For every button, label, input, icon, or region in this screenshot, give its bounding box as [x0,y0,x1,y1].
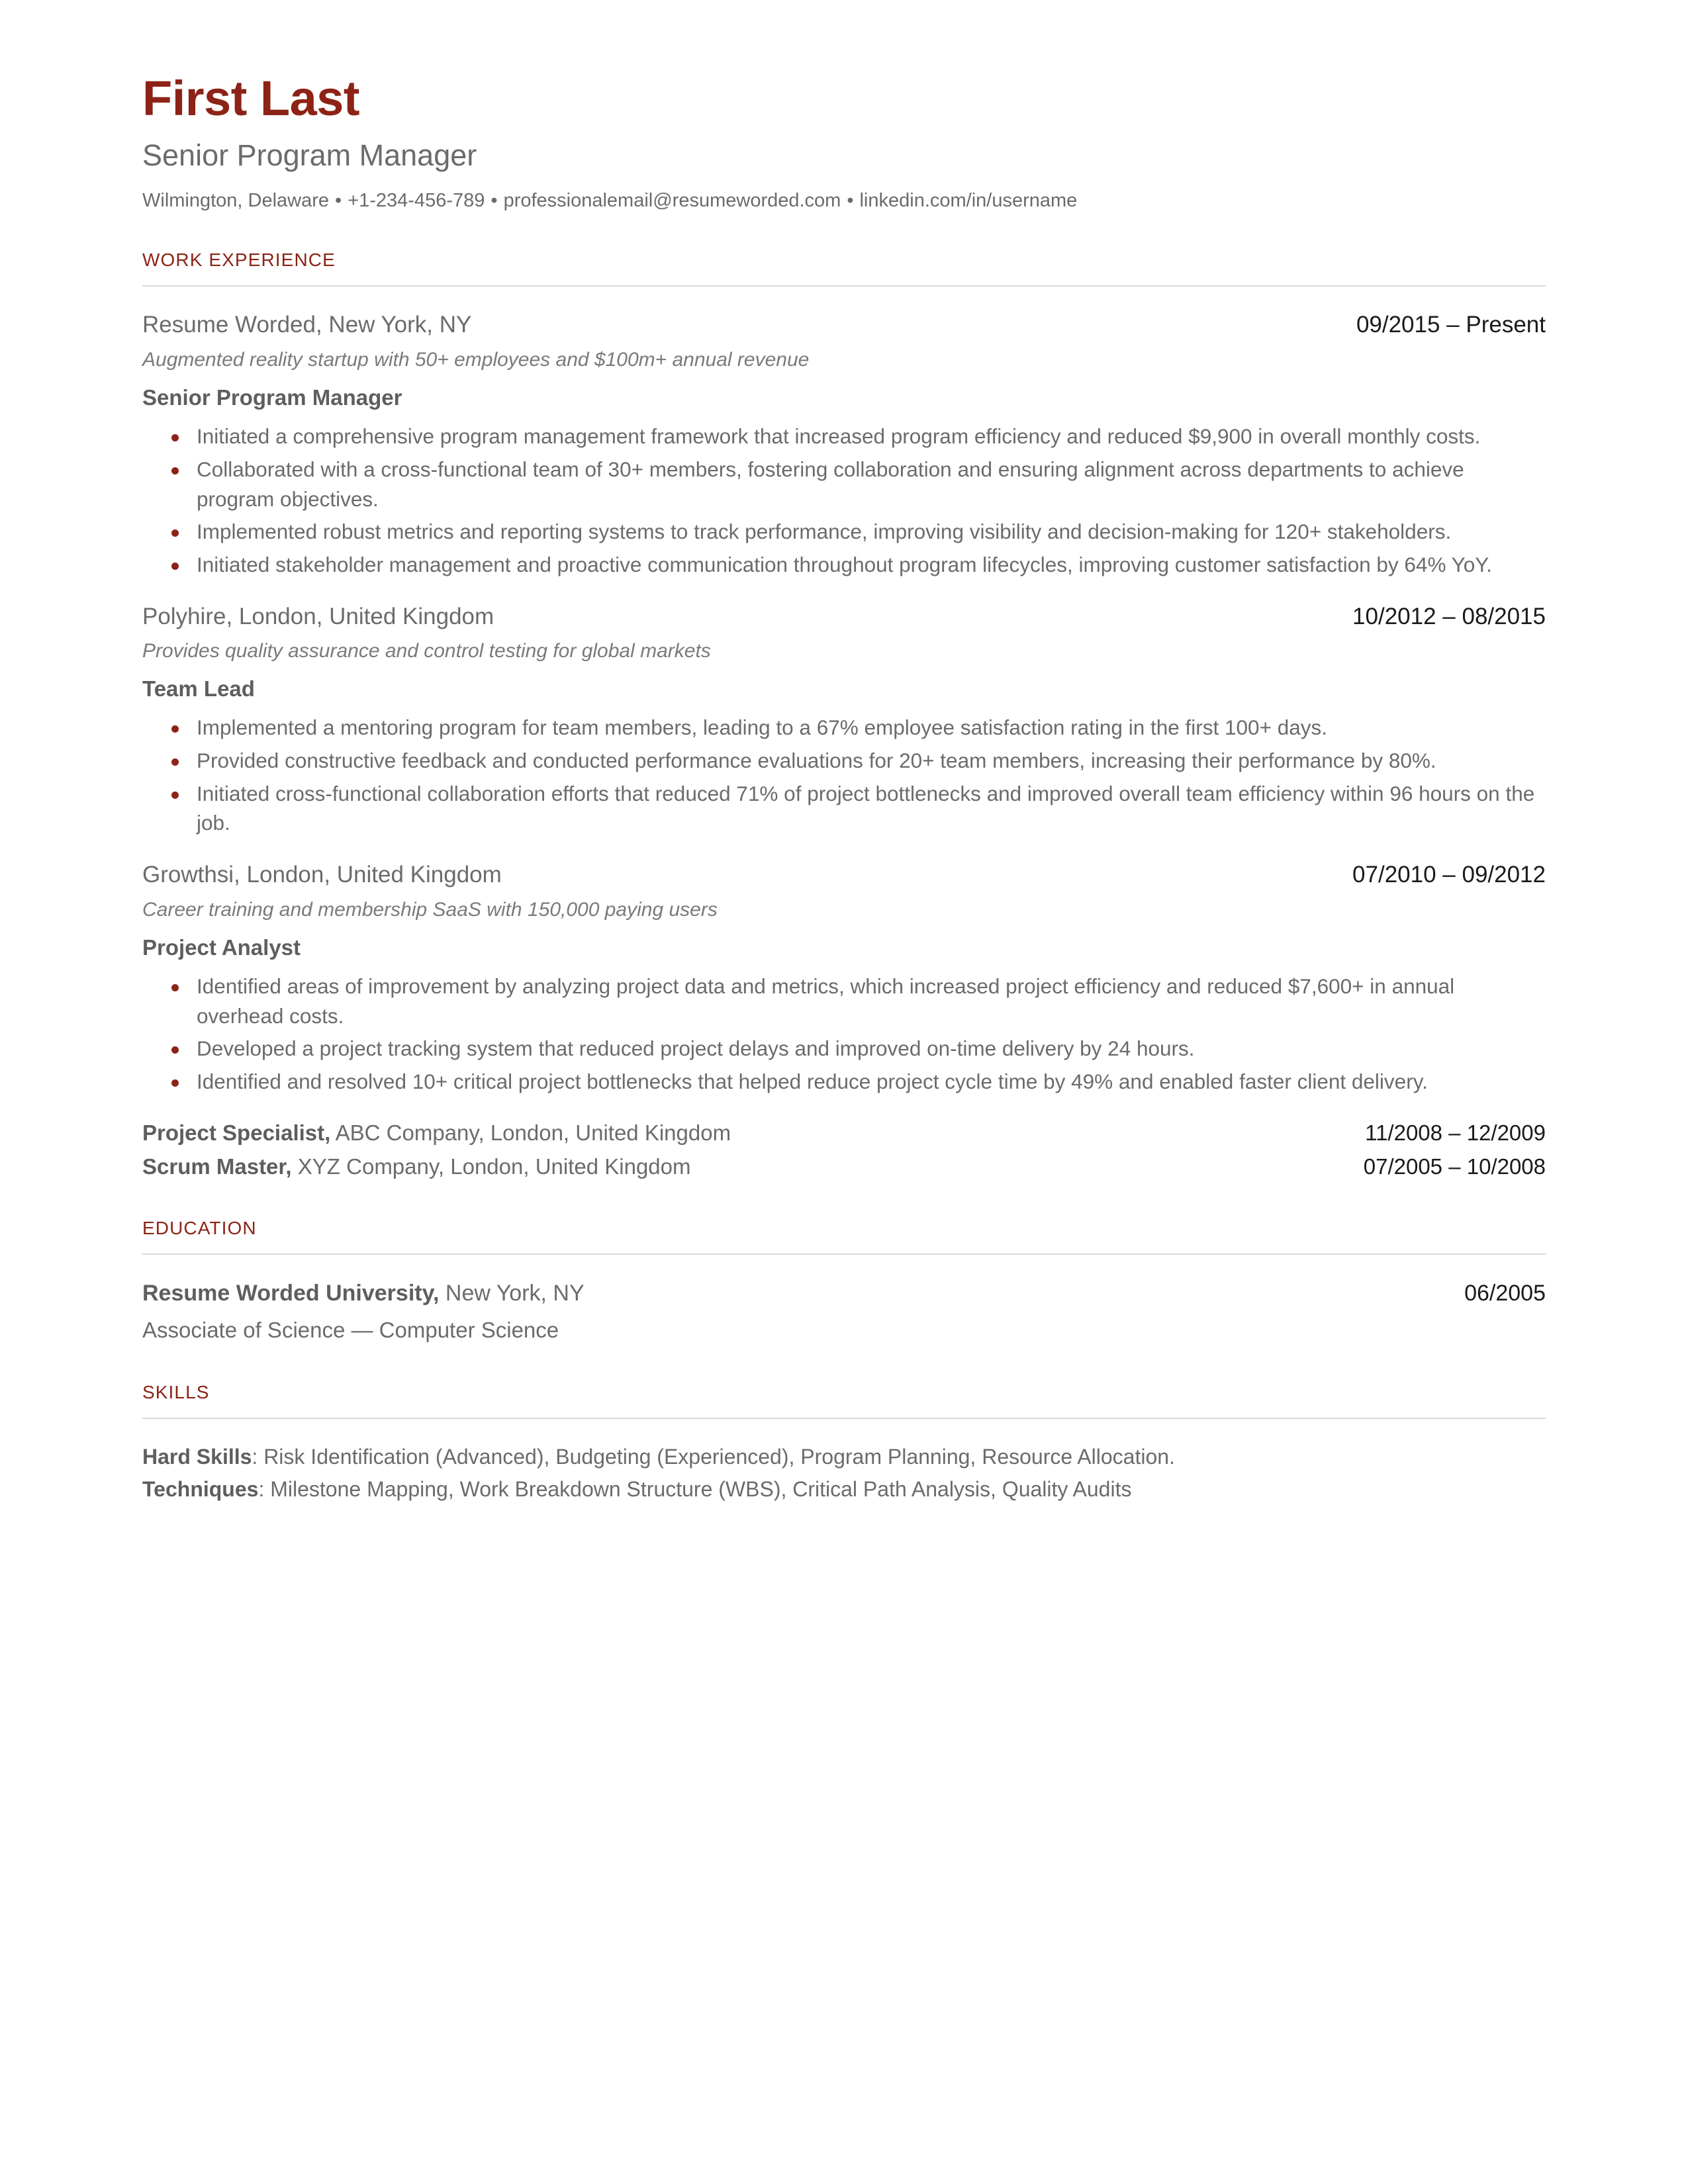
work-entry-role: Senior Program Manager [142,385,402,410]
contact-phone[interactable]: +1-234-456-789 [348,190,485,212]
section-divider-work [142,285,1546,287]
work-entry-dates: 10/2012 – 08/2015 [1352,603,1546,629]
work-compact-company: XYZ Company, London, United Kingdom [297,1154,691,1179]
work-entry-header [142,310,1546,340]
bullet-item: Developed a project tracking system that reduced project delays and improved on-time delivery by 24 hours. [142,1034,1546,1064]
contact-line [142,189,1546,212]
contact-email[interactable]: professionalemail@resumeworded.com [503,190,841,212]
bullet-item: Identified areas of improvement by analyzing project data and metrics, which increased project efficiency and reduced $7,600+ in annual overhead costs. [142,972,1546,1030]
contact-separator-2: • [491,190,498,212]
resume-header [142,73,1546,212]
bullet-item: Initiated cross-functional collaboration efforts that reduced 71% of project bottlenecks and improved overall team efficiency within 96 hours on the job. [142,779,1546,838]
section-divider-education [142,1253,1546,1255]
section-title-work: WORK EXPERIENCE [142,250,336,271]
work-entry-dates: 09/2015 – Present [1356,312,1546,338]
work-entry-header [142,602,1546,631]
work-compact-dates: 11/2008 – 12/2009 [1365,1120,1546,1145]
contact-location: Wilmington, Delaware [142,190,330,212]
candidate-name: First Last [142,71,360,126]
bullet-item: Initiated a comprehensive program management framework that increased program efficiency and reduced $9,900 in overall monthly costs. [142,422,1546,451]
work-entry-description: Provides quality assurance and control testing for global markets [142,640,711,662]
work-entry [142,860,1546,1097]
work-entry-dates: 07/2010 – 09/2012 [1352,862,1546,888]
education-school [142,1279,585,1308]
section-skills [142,1382,1546,1504]
skill-value: : Milestone Mapping, Work Breakdown Structure (WBS), Critical Path Analysis, Quality Audits [258,1477,1132,1502]
work-compact-left [142,1153,691,1181]
bullet-item: Initiated stakeholder management and proactive communication throughout program lifecycles, improving customer satisfaction by 64% YoY. [142,550,1546,580]
section-title-education: EDUCATION [142,1218,257,1239]
work-compact-role: Project Specialist, [142,1120,331,1145]
bullet-item: Implemented robust metrics and reporting systems to track performance, improving visibility and decision-making for 120+ stakeholders. [142,517,1546,547]
skill-line [142,1475,1546,1504]
bullet-item: Collaborated with a cross-functional team of 30+ members, fostering collaboration and ensuring alignment across departments to achieve program objectives. [142,455,1546,514]
work-entry-company: Resume Worded, New York, NY [142,312,472,338]
work-entry-bullets [142,972,1546,1097]
contact-separator-1: • [335,190,342,212]
section-title-skills: SKILLS [142,1381,210,1402]
work-entry-bullets [142,422,1546,580]
work-entry-description: Augmented reality startup with 50+ employees and $100m+ annual revenue [142,349,810,371]
work-compact-entry [142,1119,1546,1148]
work-entry-company: Polyhire, London, United Kingdom [142,603,494,629]
education-school-name: Resume Worded University, [142,1281,440,1306]
section-education [142,1218,1546,1344]
bullet-item: Identified and resolved 10+ critical project bottlenecks that helped reduce project cycle time by 49% and enabled faster client delivery. [142,1067,1546,1097]
work-compact-company: ABC Company, London, United Kingdom [335,1120,731,1145]
education-date: 06/2005 [1464,1281,1546,1306]
work-entry [142,602,1546,839]
work-entry-role: Project Analyst [142,934,301,960]
skill-line [142,1443,1546,1472]
section-divider-skills [142,1418,1546,1419]
work-compact-left [142,1119,731,1148]
skill-label: Hard Skills [142,1444,252,1469]
skill-value: : Risk Identification (Advanced), Budgeting (Experienced), Program Planning, Resource Allocation. [252,1444,1175,1469]
work-entry [142,310,1546,579]
work-compact-role: Scrum Master, [142,1154,292,1179]
education-school-location: New York, NY [445,1281,585,1306]
work-entry-role: Team Lead [142,676,255,702]
work-compact-entry [142,1153,1546,1181]
work-compact-dates: 07/2005 – 10/2008 [1363,1154,1546,1179]
candidate-headline: Senior Program Manager [142,138,477,172]
work-entry-company: Growthsi, London, United Kingdom [142,862,502,888]
education-entry-header [142,1279,1546,1308]
work-compact-entries [142,1119,1546,1181]
work-entry-header [142,860,1546,889]
contact-separator-3: • [847,190,854,212]
contact-linkedin[interactable]: linkedin.com/in/username [859,190,1078,212]
work-entry-bullets [142,713,1546,838]
bullet-item: Provided constructive feedback and conducted performance evaluations for 20+ team members, increasing their performance by 80%. [142,746,1546,776]
bullet-item: Implemented a mentoring program for team members, leading to a 67% employee satisfaction rating in the first 100+ days. [142,713,1546,743]
section-work-experience [142,250,1546,1181]
skill-label: Techniques [142,1477,259,1502]
work-entry-description: Career training and membership SaaS with 150,000 paying users [142,898,718,921]
education-degree: Associate of Science — Computer Science [142,1317,559,1342]
